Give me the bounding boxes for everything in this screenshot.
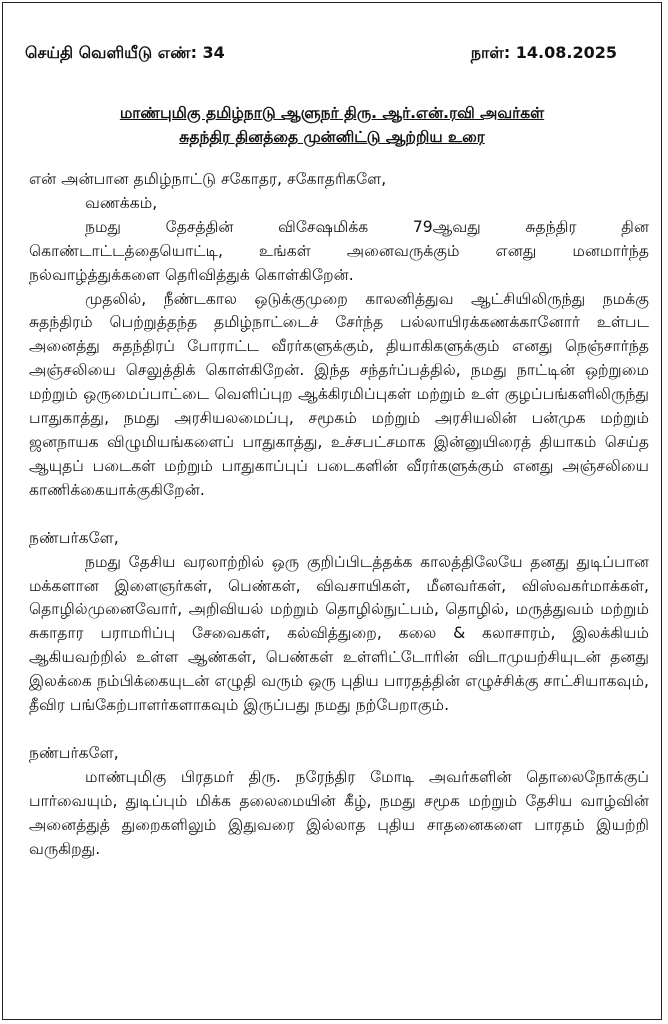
paragraph-1: நமது தேசத்தின் விசேஷமிக்க 79ஆவது சுதந்திர தின கொண்டாட்டத்தையொட்டி, உங்கள் அனைவருக்கும் எனது மனமார்ந்த நல்வாழ்த்துக்களை தெரிவித்துக் கொள்கிறேன். (29, 217, 649, 284)
speech-body (29, 168, 649, 861)
title-line-1: மாண்புமிகு தமிழ்நாடு ஆளுநர் திரு. ஆர்.என்.ரவி அவர்கள் (119, 104, 545, 122)
title-line-2: சுதந்திர தினத்தை முன்னிட்டு ஆற்றிய உரை (179, 128, 485, 146)
greeting: வணக்கம், (85, 193, 158, 212)
release-date: நாள்: 14.08.2025 (470, 43, 617, 62)
address-friends-1: நண்பர்களே, (29, 528, 119, 547)
salutation: என் அன்பான தமிழ்நாட்டு சகோதர, சகோதரிகளே, (29, 170, 387, 188)
paragraph-3: நமது தேசிய வரலாற்றில் ஒரு குறிப்பிடத்தக்க காலத்திலேயே தனது துடிப்பான மக்களான இளைஞர்கள், பெண்கள், விவசாயிகள், மீனவர்கள், விஸ்வகர்மாக்கள், தொழில்முனைவோர், அறிவியல் மற்றும் தொழில்நுட்பம், தொழில், மருத்துவம் மற்றும் சுகாதார பராமரிப்பு சேவைகள், கல்வித்துறை, கலை & கலாசாரம், இலக்கியம் ஆகியவற்றில் உள்ள ஆண்கள், பெண்கள் உள்ளிட்டோரின் விடாமுயற்சியுடன் தனது இலக்கை நம்பிக்கையுடன் எழுதி வரும் ஒரு புதிய பாரதத்தின் எழுச்சிக்கு சாட்சியாகவும், தீவிர பங்கேற்பாளர்களாகவும் இருப்பது நமது நற்பேறாகும். (29, 552, 649, 715)
press-release-number: செய்தி வெளியீடு எண்: 34 (25, 43, 225, 62)
document-page (2, 2, 662, 1020)
paragraph-2: முதலில், நீண்டகால ஒடுக்குமுறை காலனித்துவ ஆட்சியிலிருந்து நமக்கு சுதந்திரம் பெற்றுத்தந்த தமிழ்நாட்டைச் சேர்ந்த பல்லாயிரக்கணக்கானோர் உள்பட அனைத்து சுதந்திரப் போராட்ட வீரர்களுக்கும், தியாகிகளுக்கும் எனது நெஞ்சார்ந்த அஞ்சலியை செலுத்திக் கொள்கிறேன். இந்த சந்தர்ப்பத்தில், நமது நாட்டின் ஒற்றுமை மற்றும் ஒருமைப்பாட்டை வெளிப்புற ஆக்கிரமிப்புகள் மற்றும் உள் குழப்பங்களிலிருந்து பாதுகாத்து, நமது அரசியலமைப்பு, சமூகம் மற்றும் அரசியலின் பன்முக மற்றும் ஜனநாயக விழுமியங்களைப் பாதுகாத்து, உச்சபட்சமாக இன்னுயிரைத் தியாகம் செய்த ஆயுதப் படைகள் மற்றும் பாதுகாப்புப் படைகளின் வீரர்களுக்கும் எனது அஞ்சலியை காணிக்கையாக்குகிறேன். (29, 289, 649, 499)
address-friends-2: நண்பர்களே, (29, 743, 119, 762)
paragraph-4: மாண்புமிகு பிரதமர் திரு. நரேந்திர மோடி அவர்களின் தொலைநோக்குப் பார்வையும், துடிப்பும் மிக்க தலைமையின் கீழ், நமது சமூக மற்றும் தேசிய வாழ்வின் அனைத்துத் துறைகளிலும் இதுவரை இல்லாத புதிய சாதனைகளை பாரதம் இயற்றி வருகிறது. (29, 767, 649, 858)
document-title (3, 101, 661, 149)
